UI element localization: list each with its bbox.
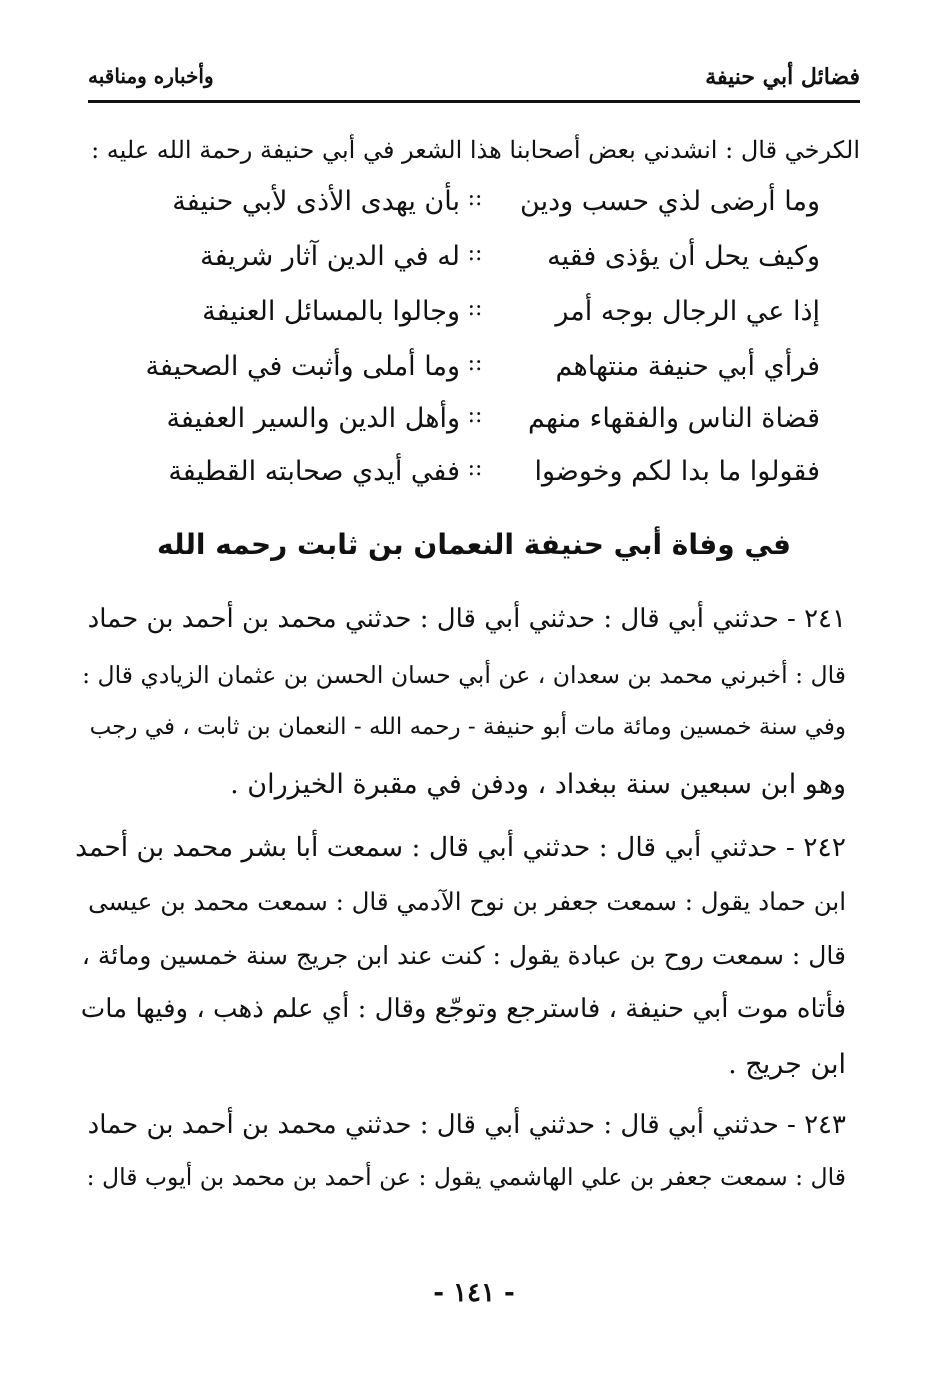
- verse-first-half: وكيف يحل أن يؤذى فقيه: [547, 241, 820, 272]
- paragraph-line: ابن جريج .: [728, 1049, 846, 1080]
- verse-first-half: قضاة الناس والفقهاء منهم: [528, 403, 820, 434]
- verse-first-half: فرأي أبي حنيفة منتهاهم: [555, 351, 820, 382]
- verse-line: [130, 456, 820, 500]
- running-title-right: فضائل أبي حنيفة: [705, 64, 860, 90]
- verse-second-half: بأن يهدى الأذى لأبي حنيفة: [172, 186, 460, 217]
- verse-second-half: وأهل الدين والسير العفيفة: [166, 403, 460, 434]
- verse-separator: ::: [467, 296, 483, 321]
- intro-line: الكرخي قال : انشدني بعض أصحابنا هذا الشعر في أبي حنيفة رحمة الله عليه :: [91, 136, 860, 164]
- paragraph-line: وهو ابن سبعين سنة ببغداد ، ودفن في مقبرة الخيزران .: [230, 769, 846, 800]
- page-number: - ١٤١ -: [433, 1278, 515, 1308]
- verse-line: [130, 241, 820, 285]
- header-divider: [88, 100, 860, 103]
- paragraph-line: ٢٤٣ - حدثني أبي قال : حدثني أبي قال : حدثني محمد بن أحمد بن حماد: [87, 1110, 846, 1140]
- verse-separator: ::: [467, 351, 483, 376]
- paragraph-line: ٢٤٢ - حدثني أبي قال : حدثني أبي قال : سمعت أبا بشر محمد بن أحمد: [75, 832, 846, 863]
- paragraph-line: قال : سمعت جعفر بن علي الهاشمي يقول : عن أحمد بن محمد بن أيوب قال :: [86, 1163, 846, 1191]
- verse-line: [130, 403, 820, 447]
- paragraph-line: ٢٤١ - حدثني أبي قال : حدثني أبي قال : حدثني محمد بن أحمد بن حماد: [87, 604, 846, 634]
- paragraph-line: قال : أخبرني محمد بن سعدان ، عن أبي حسان الحسن بن عثمان الزيادي قال :: [82, 661, 846, 689]
- verse-first-half: وما أرضى لذي حسب ودين: [520, 186, 820, 217]
- paragraph-line: قال : سمعت روح بن عبادة يقول : كنت عند ابن جريج سنة خمسين ومائة ،: [81, 941, 846, 970]
- verse-separator: ::: [467, 456, 483, 481]
- verse-separator: ::: [467, 186, 483, 211]
- paragraph-line: فأتاه موت أبي حنيفة ، فاسترجع وتوجّع وقال : أي علم ذهب ، وفيها مات: [80, 994, 846, 1024]
- verse-line: [130, 296, 820, 340]
- verse-line: [130, 351, 820, 395]
- verse-second-half: وما أملى وأثبت في الصحيفة: [145, 351, 460, 382]
- verse-first-half: إذا عي الرجال بوجه أمر: [555, 296, 820, 327]
- section-heading: في وفاة أبي حنيفة النعمان بن ثابت رحمه الله: [156, 528, 792, 561]
- running-title-left: وأخباره ومناقبه: [88, 64, 214, 88]
- verse-separator: ::: [467, 241, 483, 266]
- paragraph-line: وفي سنة خمسين ومائة مات أبو حنيفة - رحمه الله - النعمان بن ثابت ، في رجب: [89, 714, 846, 740]
- verse-first-half: فقولوا ما بدا لكم وخوضوا: [534, 456, 820, 487]
- verse-second-half: ففي أيدي صحابته القطيفة: [168, 456, 460, 487]
- page-header: [88, 62, 860, 104]
- verse-second-half: وجالوا بالمسائل العنيفة: [202, 296, 460, 327]
- verse-separator: ::: [467, 403, 483, 428]
- paragraph-line: ابن حماد يقول : سمعت جعفر بن نوح الآدمي قال : سمعت محمد بن عيسى: [88, 887, 846, 916]
- verse-second-half: له في الدين آثار شريفة: [200, 241, 460, 272]
- verse-line: [130, 186, 820, 230]
